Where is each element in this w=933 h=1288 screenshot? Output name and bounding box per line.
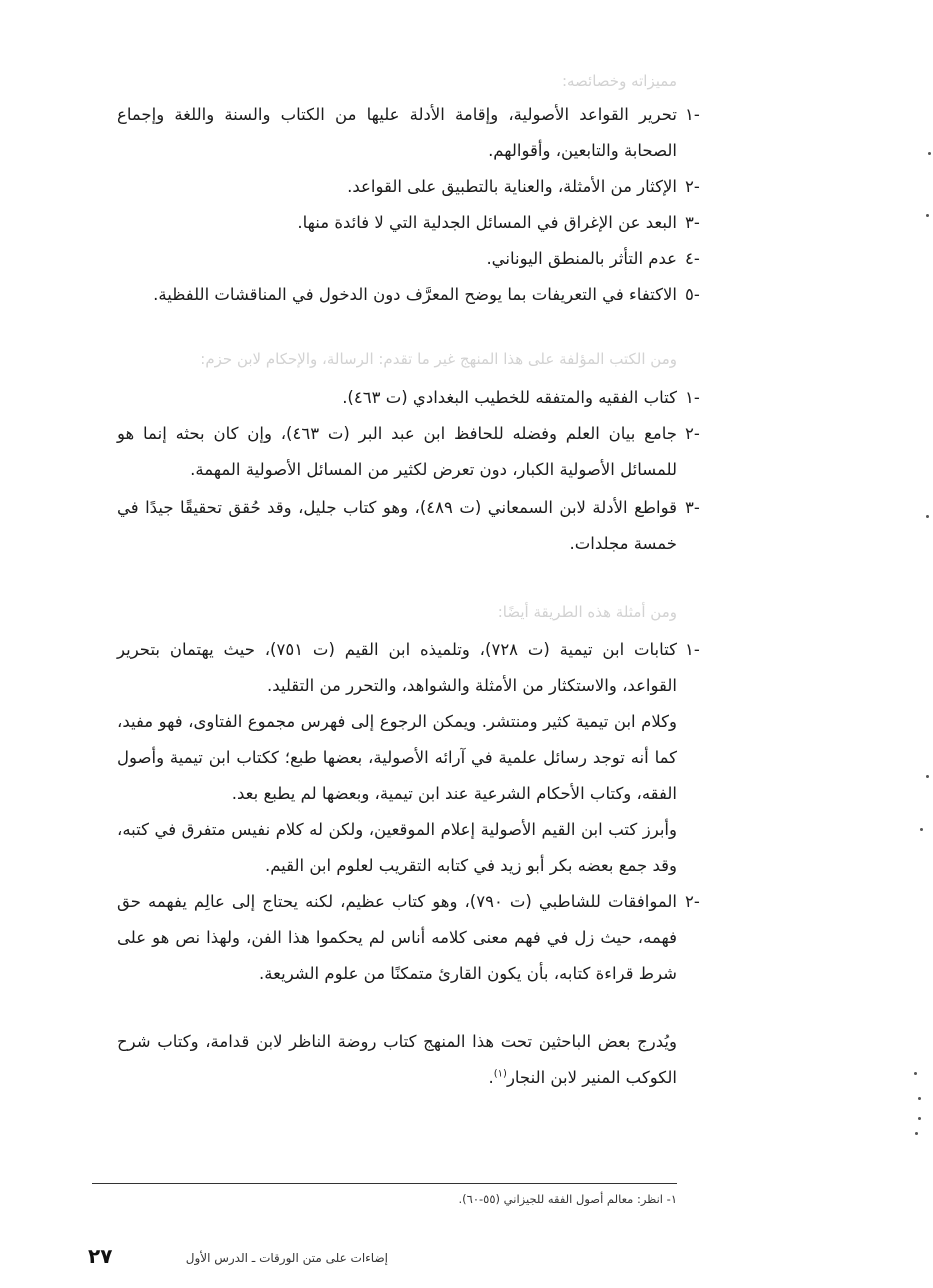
scan-speck (928, 152, 931, 155)
list-item (117, 632, 700, 704)
list-item (117, 241, 700, 277)
scan-speck (914, 1072, 917, 1075)
footnote-divider (92, 1183, 677, 1184)
scan-speck (926, 214, 929, 217)
list-item-text: عدم التأثر بالمنطق اليوناني. (486, 249, 677, 268)
paragraph: وأبرز كتب ابن القيم الأصولية إعلام الموقعين، ولكن له كلام نفيس متفرق في كتبه، وقد جمع بعضه بكر أبو زيد في كتابه التقريب لعلوم ابن القيم. (117, 820, 677, 875)
list-item-number: ١- (685, 388, 700, 407)
list-item-number: ٣- (685, 213, 700, 232)
scan-speck (918, 1117, 921, 1120)
list-item-text: تحرير القواعد الأصولية، وإقامة الأدلة عليها من الكتاب والسنة واللغة وإجماع الصحابة والتابعين، وأقوالهم. (117, 105, 677, 160)
list-item-number: ٥- (685, 285, 700, 304)
list-item-text: جامع بيان العلم وفضله للحافظ ابن عبد البر (ت ٤٦٣)، وإن كان بحثه إنما هو للمسائل الأصولية الكبار، دون تعرض لكثير من المسائل الأصولية المهمة. (117, 424, 677, 479)
list-item-text: الإكثار من الأمثلة، والعناية بالتطبيق على القواعد. (347, 177, 677, 196)
list-item (117, 884, 700, 992)
faded-heading-1: مميزاته وخصائصه: (561, 72, 677, 90)
list-item-text: البعد عن الإغراق في المسائل الجدلية التي لا فائدة منها. (297, 213, 677, 232)
scan-speck (926, 515, 929, 518)
running-footer-title: إضاءات على متن الورقات ـ الدرس الأول (185, 1251, 388, 1265)
list-item-number: ٢- (685, 177, 700, 196)
list-item-number: ٣- (685, 498, 700, 517)
scan-speck (915, 1132, 918, 1135)
list-item-number: ٢- (685, 892, 700, 911)
footnote-reference[interactable]: (١) (493, 1068, 507, 1080)
faded-heading-2: ومن الكتب المؤلفة على هذا المنهج غير ما تقدم: الرسالة، والإحكام لابن حزم: (200, 350, 677, 368)
list-item-text: الموافقات للشاطبي (ت ٧٩٠)، وهو كتاب عظيم، لكنه يحتاج إلى عالِم يفهمه حق فهمه، حيث زل في فهم معنى كلامه أناس لم يحكموا هذا الفن، ولهذا نص هو على شرط قراءة كتابه، بأن يكون القارئ متمكنًا من علوم الشريعة. (117, 892, 677, 983)
list-item-text: قواطع الأدلة لابن السمعاني (ت ٤٨٩)، وهو كتاب جليل، وقد حُقق تحقيقًا جيدًا في خمسة مجلدات. (117, 498, 677, 553)
list-item (117, 169, 700, 205)
list-item (117, 490, 700, 562)
list-item-text: الاكتفاء في التعريفات بما يوضح المعرَّف دون الدخول في المناقشات اللفظية. (153, 285, 677, 304)
list-item (117, 416, 700, 488)
list-item-text: كتابات ابن تيمية (ت ٧٢٨)، وتلميذه ابن القيم (ت ٧٥١)، حيث يهتمان بتحرير القواعد، والاستكثار من الأمثلة والشواهد، والتحرر من التقليد. (117, 640, 677, 695)
list-item-number: ١- (685, 640, 700, 659)
faded-heading-3: ومن أمثلة هذه الطريقة أيضًا: (497, 603, 677, 621)
scan-speck (926, 775, 929, 778)
closing-paragraph (117, 1024, 677, 1096)
page-number: ٢٧ (88, 1244, 113, 1268)
closing-text: ويُدرج بعض الباحثين تحت هذا المنهج كتاب روضة الناظر لابن قدامة، وكتاب شرح الكوكب المنير لابن النجار (117, 1032, 677, 1087)
list-item (117, 277, 700, 313)
list-item-number: ٢- (685, 424, 700, 443)
closing-period: . (488, 1068, 494, 1087)
scan-speck (920, 828, 923, 831)
scan-speck (918, 1097, 921, 1100)
list-item (117, 380, 700, 416)
list-item (117, 97, 700, 169)
paragraph: وكلام ابن تيمية كثير ومنتشر. ويمكن الرجوع إلى فهرس مجموع الفتاوى، فهو مفيد، كما أنه توجد رسائل علمية في آرائه الأصولية، بعضها طبع؛ ككتاب ابن تيمية وأصول الفقه، وكتاب الأحكام الشرعية عند ابن تيمية، وبعضها لم يطبع بعد. (117, 712, 677, 803)
list-item (117, 205, 700, 241)
list-item-text: كتاب الفقيه والمتفقه للخطيب البغدادي (ت ٤٦٣). (342, 388, 677, 407)
footnote: ١- انظر: معالم أصول الفقه للجيزاني (٥٥-٦٠). (458, 1192, 677, 1206)
list-item-number: ٤- (685, 249, 700, 268)
list-item-number: ١- (685, 105, 700, 124)
